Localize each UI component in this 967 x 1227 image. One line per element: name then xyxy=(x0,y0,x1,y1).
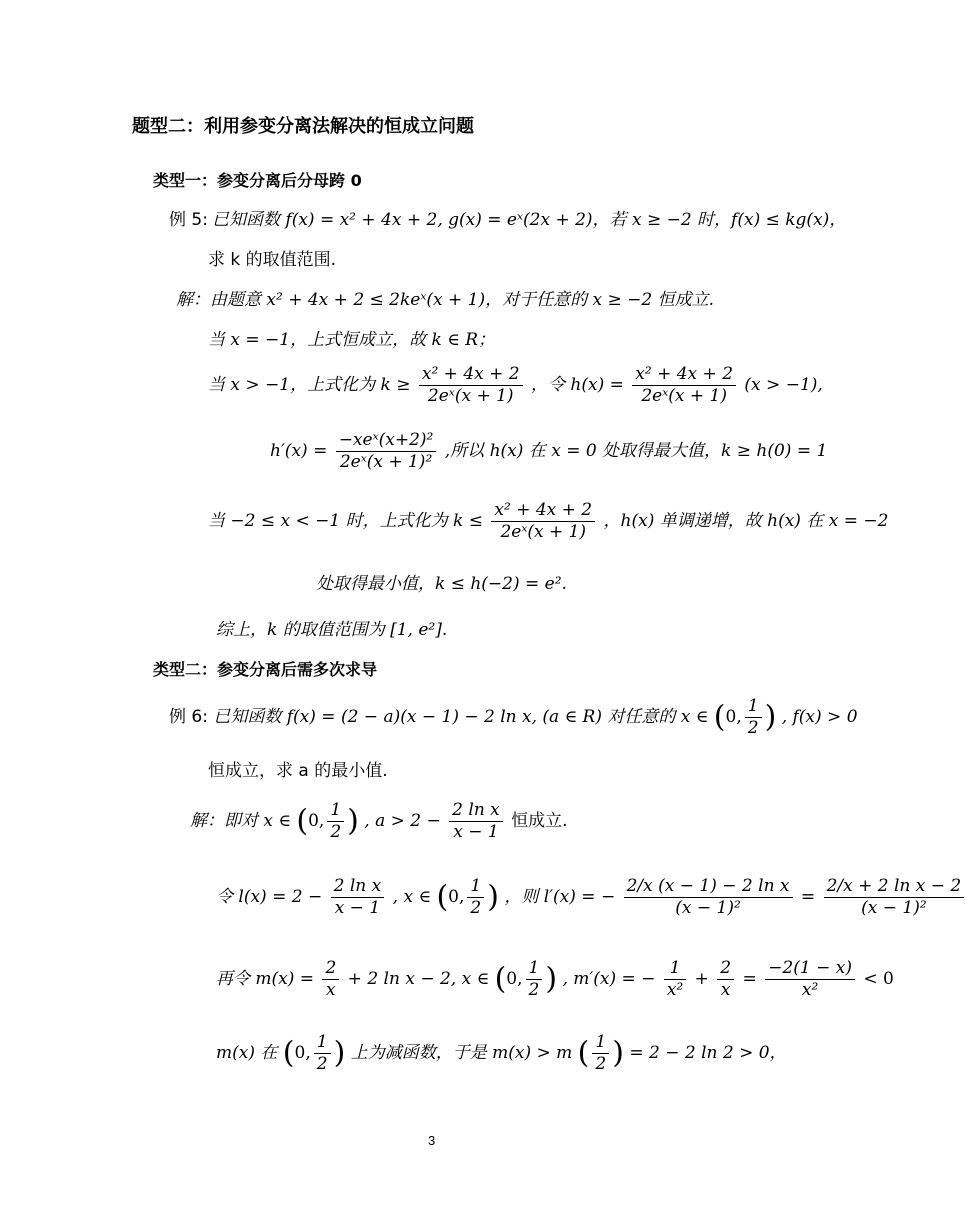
fraction: $\frac{\text{x² + 4x + 2}}{\text{2eˣ(x + 1)}}$ xyxy=(419,366,523,405)
fraction: $\frac{\text{2/x + 2 ln x − 2}}{\text{(x − 1)²}}$ xyxy=(824,878,965,917)
fraction: $\frac{1}{\text{x²}}$ xyxy=(664,960,686,999)
ex5-conclusion: 综上，k 的取值范围为 [1, e²]. xyxy=(216,620,448,640)
ex5-solution-line3: 当 x > −1，上式化为 k ≥ $\frac{\text{x² + 4x + 2}}{\text{2eˣ(x + 1)}}$ ，令 h(x) = $\frac{\text{x² + 4x + 2}}{\text{2eˣ(x + 1)}}$ (x > −1), xyxy=(208,364,823,406)
ex6-statement-line2: 恒成立，求 a 的最小值. xyxy=(208,761,388,781)
fraction: $\frac{\text{x² + 4x + 2}}{\text{2eˣ(x + 1)}}$ xyxy=(491,502,595,541)
ex6-statement-line1: 例 6: 已知函数 f(x) = (2 − a)(x − 1) − 2 ln x, (a ∈ R) 对任意的 x ∈ (0, $\frac{1}{2}$ ) , f(x) > 0 xyxy=(169,696,858,738)
fraction: $\frac{1}{2}$ xyxy=(592,1034,609,1073)
ex5-solution-line5: 当 −2 ≤ x < −1 时，上式化为 k ≤ $\frac{\text{x² + 4x + 2}}{\text{2eˣ(x + 1)}}$ ，h(x) 单调递增，故 h(x) 在 x = −2 xyxy=(208,500,889,542)
fraction: $\frac{\text{2 ln x}}{x - 1}$ xyxy=(449,802,503,841)
ex5-solution-line6: 处取得最小值，k ≤ h(−2) = e². xyxy=(316,574,567,594)
page-number: 3 xyxy=(428,1133,436,1148)
ex6-solution-line4: m(x) 在 (0, $\frac{1}{2}$ ) 上为减函数，于是 m(x) > m ( $\frac{1}{2}$ ) = 2 − 2 ln 2 > 0， xyxy=(216,1032,787,1074)
ex5-solution-line2: 当 x = −1，上式恒成立，故 k ∈ R； xyxy=(208,330,495,350)
fraction: $\frac{1}{2}$ xyxy=(526,960,543,999)
fraction: $\frac{2}{x}$ xyxy=(322,960,339,999)
type1-heading: 类型一：参变分离后分母跨 0 xyxy=(153,171,362,190)
fraction: $\frac{1}{2}$ xyxy=(327,802,344,841)
fraction: $\frac{-2(1 - x)}{\text{x²}}$ xyxy=(765,960,855,999)
fraction: $\frac{2}{x}$ xyxy=(717,960,734,999)
ex6-solution-line3: 再令 m(x) = $\frac{2}{x}$ + 2 ln x − 2, x ∈ (0, $\frac{1}{2}$ ) , m′(x) = − $\frac{1}{\text{x²}}$ + $\frac{2}{x}$ = $\frac{-2(1 - x)}{\text{x²}}$ < 0 xyxy=(216,958,894,1000)
section-heading: 题型二：利用参变分离法解决的恒成立问题 xyxy=(132,116,474,137)
ex5-solution-line4: h′(x) = $\frac{\text{−xeˣ(x+2)²}}{\text{2eˣ(x + 1)²}}$ ,所以 h(x) 在 x = 0 处取得最大值，k ≥ h(0) = 1 xyxy=(270,430,828,472)
ex6-solution-line1: 解：即对 x ∈ (0, $\frac{1}{2}$ ) , a > 2 − $\frac{\text{2 ln x}}{x - 1}$ 恒成立. xyxy=(190,800,568,842)
ex5-statement-line2: 求 k 的取值范围. xyxy=(208,250,337,270)
ex6-solution-line2: 令 l(x) = 2 − $\frac{\text{2 ln x}}{x - 1}$ , x ∈ (0, $\frac{1}{2}$ ) ，则 l′(x) = − $\frac{\text{2/x (x − 1) − 2 ln x}}{\text{(x − 1)²}}$ = $\frac{\text{2/x + 2 ln x − 2}}{\text{(x − 1)²}}$ xyxy=(216,878,967,917)
fraction: $\frac{1}{2}$ xyxy=(467,878,484,917)
fraction: $\frac{\text{−xeˣ(x+2)²}}{\text{2eˣ(x + 1)²}}$ xyxy=(336,432,437,471)
ex5-solution-line1: 解：由题意 x² + 4x + 2 ≤ 2keˣ(x + 1)，对于任意的 x ≥ −2 恒成立. xyxy=(176,290,715,310)
ex5-statement-line1: 已知函数 f(x) = x² + 4x + 2, g(x) = eˣ(2x + 2)，若 x ≥ −2 时，f(x) ≤ kg(x)， xyxy=(212,210,847,230)
fraction: $\frac{\text{2/x (x − 1) − 2 ln x}}{\text{(x − 1)²}}$ xyxy=(624,878,793,917)
fraction: $\frac{\text{2 ln x}}{x - 1}$ xyxy=(331,878,385,917)
fraction: $\frac{\text{x² + 4x + 2}}{\text{2eˣ(x + 1)}}$ xyxy=(632,366,736,405)
ex5-label: 例 5: xyxy=(169,210,208,230)
fraction: $\frac{1}{2}$ xyxy=(314,1034,331,1073)
type2-heading: 类型二：参变分离后需多次求导 xyxy=(153,660,378,679)
fraction: $\frac{1}{2}$ xyxy=(745,698,762,737)
